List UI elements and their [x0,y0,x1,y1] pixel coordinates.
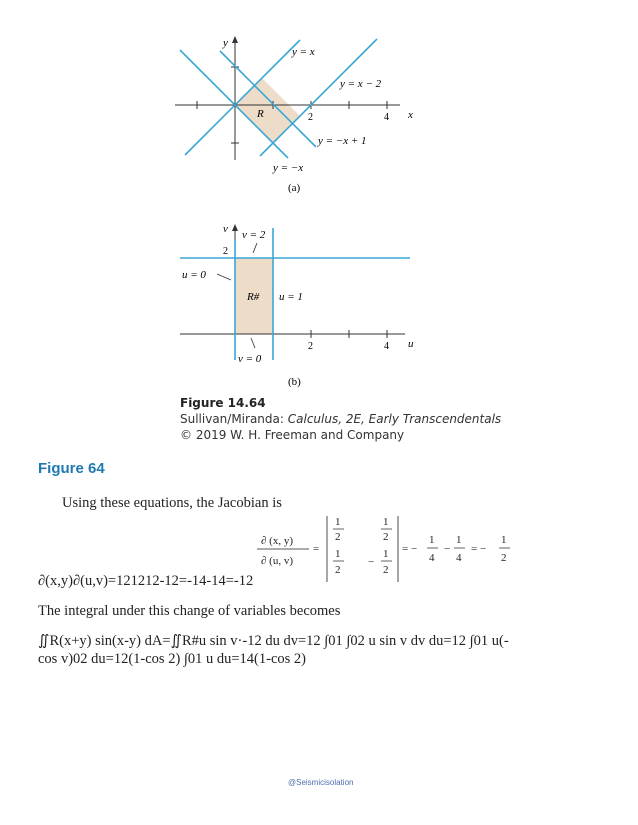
label-y-eq-neg-x-plus-1: y = −x + 1 [318,135,367,147]
figure-b-graph [170,220,420,392]
jacobian-denominator: ∂ (u, v) [261,555,294,567]
m11-num: 1 [335,516,341,528]
integral-intro: The integral under this change of variables becomes [38,603,341,619]
result-2-den: 4 [456,552,462,564]
result-1-num: 1 [429,534,435,546]
result-eq2: = − [471,543,487,555]
figure-label: Figure 64 [38,460,105,477]
m11-den: 2 [335,531,341,543]
u-tick-label-2: 2 [308,341,313,352]
intro-text: Using these equations, the Jacobian is [62,495,282,511]
label-v-eq-0: v = 0 [238,353,262,365]
region-r-label: R [257,108,264,120]
label-y-eq-x: y = x [292,46,315,58]
figure-a-graph [165,30,435,200]
m22-sign: − [368,556,375,568]
result-1-den: 4 [429,552,435,564]
figure-a-sublabel: (a) [288,182,301,194]
footer-watermark: @Seismicisolation [288,778,354,787]
result-2-num: 1 [456,534,462,546]
axis-label-y: y [223,37,228,49]
caption-source [180,412,501,426]
result-minus: − [444,543,451,555]
label-y-eq-x-minus-2: y = x − 2 [340,78,382,90]
m21-den: 2 [335,564,341,576]
u-tick-label-4: 4 [384,341,389,352]
y-axis-arrow [232,36,238,43]
pointer-v2 [253,243,257,253]
x-tick-label-4: 4 [384,112,389,123]
result-eq1: = − [402,543,418,555]
jacobian-plain-text: ∂(x,y)∂(u,v)=121212-12=-14-14=-12 [38,573,254,589]
label-u-eq-1: u = 1 [279,291,303,303]
equals-sign: = [313,543,320,555]
m12-den: 2 [383,531,389,543]
caption-title: Figure 14.64 [180,396,266,410]
m21-num: 1 [335,548,341,560]
m22-num: 1 [383,548,389,560]
axis-label-x: x [408,109,413,121]
caption-copyright: © 2019 W. H. Freeman and Company [180,428,405,442]
region-r-sharp-label: R# [247,291,260,303]
label-u-eq-0: u = 0 [182,269,206,281]
label-v-eq-2: v = 2 [242,229,266,241]
integral-line-2: cos v)02 du=12(1-cos 2) ∫01 u du=14(1-cos 2) [38,651,306,667]
caption-source-prefix: Sullivan/Miranda: [180,412,288,426]
caption-source-book: Calculus, 2E, Early Transcendentals [287,412,502,426]
jacobian-equation [255,512,525,584]
line-y-eq-x [185,40,300,155]
jacobian-numerator: ∂ (x, y) [261,535,294,547]
region-r-fill [235,78,300,143]
result-3-num: 1 [501,534,507,546]
m12-num: 1 [383,516,389,528]
figure-b-sublabel: (b) [288,376,301,388]
pointer-u0 [217,274,231,280]
axis-label-v: v [223,223,228,235]
integral-line-1: ∬R(x+y) sin(x-y) dA=∬R#u sin v·-12 du dv=12 ∫01 ∫02 u sin v dv du=12 ∫01 u(- [38,633,509,649]
x-tick-label-2: 2 [308,112,313,123]
axis-label-u: u [408,338,414,350]
pointer-v0 [251,338,255,348]
m22-den: 2 [383,564,389,576]
result-3-den: 2 [501,552,507,564]
v-axis-arrow [232,224,238,231]
v-tick-label-2: 2 [223,246,228,257]
label-y-eq-neg-x: y = −x [273,162,304,174]
